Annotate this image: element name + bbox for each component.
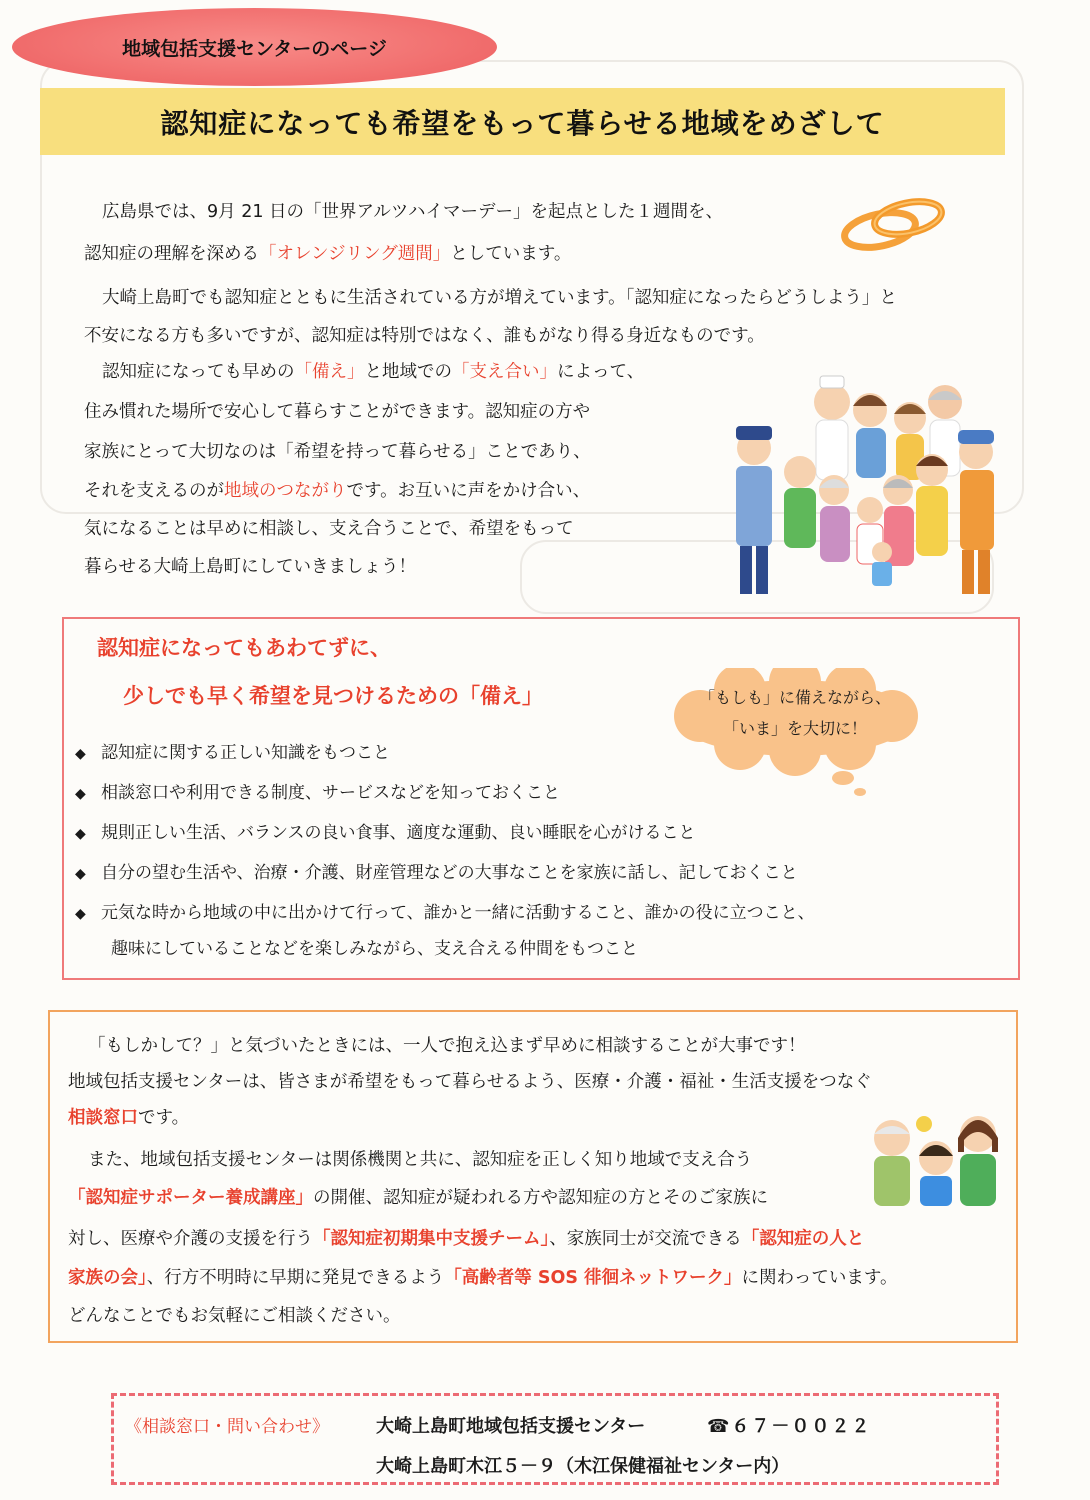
intro-line: 広島県では、9月 21 日の「世界アルツハイマーデー」を起点とした１週間を、 <box>102 202 723 222</box>
cloud-message: 「もしも」に備えながら、 <box>698 688 891 707</box>
intro-line: 大崎上島町でも認知症とともに生活されている方が増えています。「認知症になったらどうしよう」と <box>102 288 897 308</box>
support-line: 「もしかして？」と気づいたときには、一人で抱え込まず早めに相談することが大事です！ <box>88 1036 806 1056</box>
intro-line: 暮らせる大崎上島町にしていきましょう！ <box>84 557 416 577</box>
family-illustration <box>862 1098 1012 1208</box>
support-line: 「認知症サポーター養成講座」の開催、認知症が疑われる方や認知症の方とそのご家族に <box>68 1188 768 1208</box>
list-item: ◆ 相談窓口や利用できる制度、サービスなどを知っておくこと <box>75 783 560 803</box>
diamond-bullet-icon: ◆ <box>75 866 86 882</box>
list-item: ◆ 認知症に関する正しい知識をもつこと <box>75 743 390 763</box>
community-people-illustration <box>720 370 1020 600</box>
intro-line: それを支えるのが地域のつながりです。お互いに声をかけ合い、 <box>84 481 591 501</box>
list-item: ◆ 元気な時から地域の中に出かけて行って、誰かと一緒に活動すること、誰かの役に立つこと、 <box>75 903 815 923</box>
page-title: 認知症になっても希望をもって暮らせる地域をめざして <box>40 88 1005 155</box>
support-line: また、地域包括支援センターは関係機関と共に、認知症を正しく知り地域で支え合う <box>88 1150 753 1170</box>
preparation-title: 少しでも早く希望を見つけるための「備え」 <box>123 684 543 708</box>
diamond-bullet-icon: ◆ <box>75 826 86 842</box>
center-address: 大崎上島町木江５－９（木江保健福祉センター内） <box>376 1456 790 1477</box>
intro-line: 家族にとって大切なのは「希望を持って暮らせる」ことであり、 <box>84 442 591 462</box>
section-header-label: 地域包括支援センターのページ <box>122 38 387 60</box>
intro-line: 住み慣れた場所で安心して暮らすことができます。認知症の方や <box>84 402 591 422</box>
intro-line: 認知症の理解を深める「オレンジリング週間」としています。 <box>84 244 572 264</box>
phone-number[interactable]: ☎６７－００２２ <box>707 1416 872 1437</box>
support-line: 相談窓口です。 <box>68 1108 190 1128</box>
list-item-continuation: 趣味にしていることなどを楽しみながら、支え合える仲間をもつこと <box>111 939 638 959</box>
intro-line: 気になることは早めに相談し、支え合うことで、希望をもって <box>84 519 574 539</box>
cloud-message: 「いま」を大切に！ <box>722 719 867 738</box>
intro-line: 不安になる方も多いですが、認知症は特別ではなく、誰もがなり得る身近なものです。 <box>84 326 765 346</box>
contact-label: 《相談窓口・問い合わせ》 <box>125 1417 329 1437</box>
intro-line: 認知症になっても早めの「備え」と地域での「支え合い」によって、 <box>102 362 645 382</box>
center-name: 大崎上島町地域包括支援センター <box>376 1416 646 1437</box>
support-line: どんなことでもお気軽にご相談ください。 <box>68 1306 401 1326</box>
support-line: 家族の会」、行方不明時に早期に発見できるよう「高齢者等 SOS 徘徊ネットワーク」に関わっています。 <box>68 1268 898 1288</box>
preparation-title: 認知症になってもあわてずに、 <box>97 636 391 660</box>
list-item: ◆ 自分の望む生活や、治療・介護、財産管理などの大事なことを家族に話し、記しておくこと <box>75 863 798 883</box>
list-item: ◆ 規則正しい生活、バランスの良い食事、適度な運動、良い睡眠を心がけること <box>75 823 696 843</box>
diamond-bullet-icon: ◆ <box>75 786 86 802</box>
diamond-bullet-icon: ◆ <box>75 906 86 922</box>
section-header-tab <box>12 8 497 86</box>
support-line: 対し、医療や介護の支援を行う「認知症初期集中支援チーム」、家族同士が交流できる「認知症の人と <box>68 1229 865 1249</box>
support-line: 地域包括支援センターは、皆さまが希望をもって暮らせるよう、医療・介護・福祉・生活支援をつなぐ <box>68 1072 872 1092</box>
diamond-bullet-icon: ◆ <box>75 746 86 762</box>
orange-ring-icon <box>838 188 948 258</box>
orange-ring-week: 「オレンジリング週間」 <box>259 244 451 264</box>
